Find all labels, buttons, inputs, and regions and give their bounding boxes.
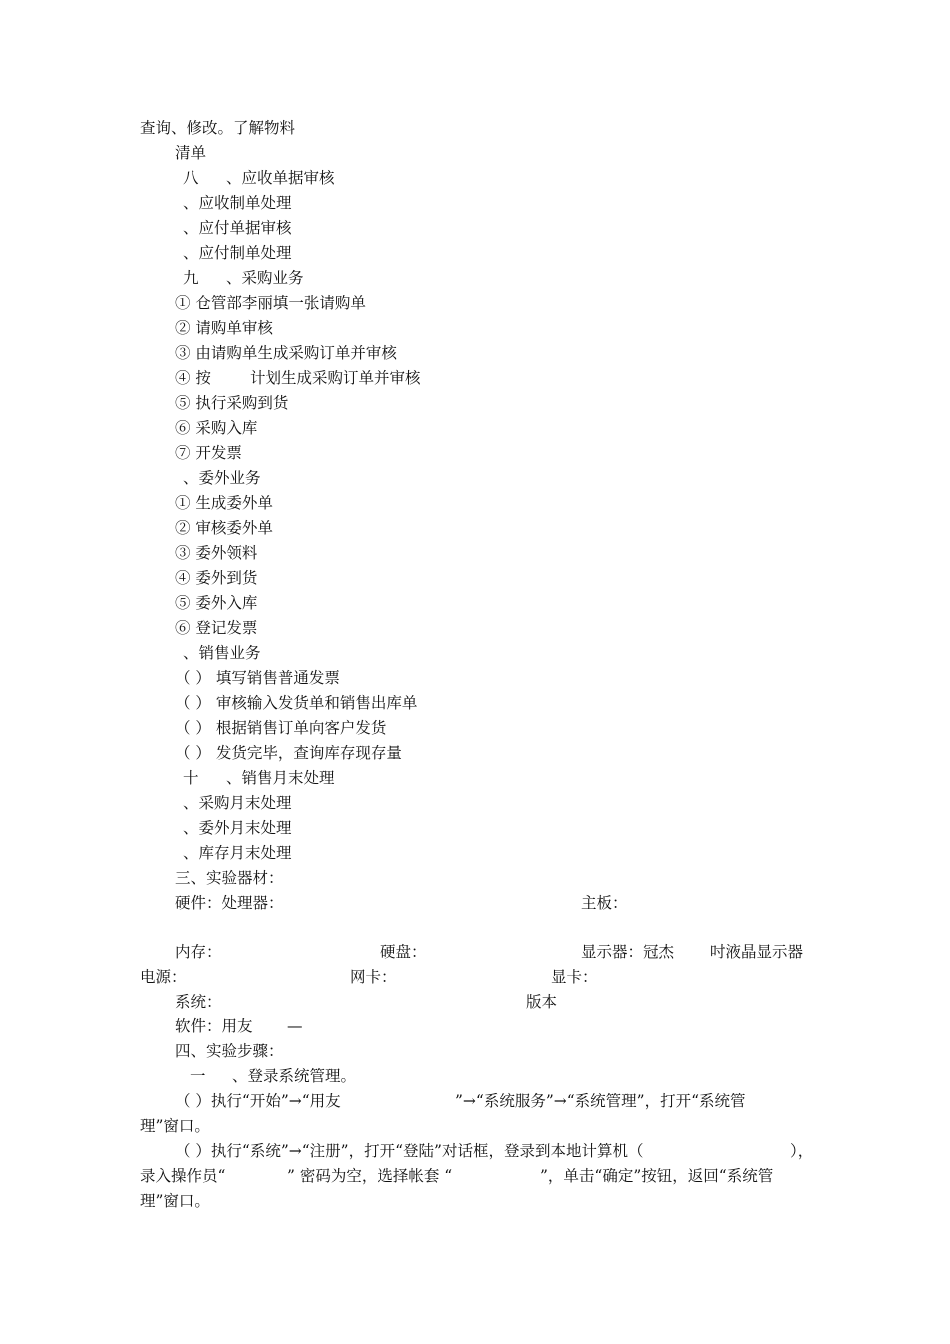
list-item: （ ） 审核输入发货单和销售出库单 [175, 694, 418, 712]
section-heading: 、销售月末处理 [226, 769, 335, 787]
text-line: 清单 [175, 144, 207, 162]
list-item: ④ 委外到货 [175, 569, 258, 587]
section-heading: 、销售业务 [183, 644, 261, 662]
field-label: 网卡： [350, 968, 397, 986]
text-line: 、应付单据审核 [183, 219, 292, 237]
section-number: 一 [190, 1067, 206, 1085]
text-line: 、应收制单处理 [183, 194, 292, 212]
text-line: 、委外月末处理 [183, 819, 292, 837]
field-label: 主板： [581, 894, 628, 912]
paragraph-line: （ ）执行“开始”→“用友 [175, 1092, 341, 1110]
section-heading: 四、实验步骤： [175, 1042, 284, 1060]
paragraph-line: 理”窗口。 [140, 1117, 210, 1135]
paragraph-line: （ ）执行“系统”→“注册”，打开“登陆”对话框，登录到本地计算机（ [175, 1142, 644, 1160]
list-item: （ ） 填写销售普通发票 [175, 669, 340, 687]
paragraph-line: ）， [790, 1142, 814, 1160]
list-item: ② 请购单审核 [175, 319, 273, 337]
section-heading: 、登录系统管理。 [232, 1067, 357, 1085]
list-item: ② 审核委外单 [175, 519, 273, 537]
field-value: 吋液晶显示器 [710, 943, 804, 961]
list-item: ⑤ 执行采购到货 [175, 394, 289, 412]
section-heading: 三、实验器材： [175, 869, 284, 887]
list-item: ⑤ 委外入库 [175, 594, 258, 612]
section-number: 八 [183, 169, 199, 187]
paragraph-line: 录入操作员“ [140, 1167, 226, 1185]
text-line: 、库存月末处理 [183, 844, 292, 862]
field-value: — [287, 1017, 303, 1035]
field-label: 系统： [175, 993, 222, 1011]
text-line: 、应付制单处理 [183, 244, 292, 262]
list-item: ⑥ 登记发票 [175, 619, 258, 637]
section-heading: 、应收单据审核 [226, 169, 335, 187]
text-line: 查询、修改。了解物料 [140, 119, 296, 137]
list-item: ③ 由请购单生成采购订单并审核 [175, 344, 397, 362]
list-item: ④ 按 [175, 369, 211, 387]
field-label: 电源： [140, 968, 187, 986]
list-item: ⑥ 采购入库 [175, 419, 258, 437]
paragraph-line: ”，单击“确定”按钮，返回“系统管 [540, 1167, 774, 1185]
field-label: 软件：用友 [175, 1017, 253, 1035]
list-item: ① 仓管部李丽填一张请购单 [175, 294, 366, 312]
paragraph-line: ”→“系统服务”→“系统管理”，打开“系统管 [455, 1092, 746, 1110]
list-item: ⑦ 开发票 [175, 444, 242, 462]
field-label: 硬盘： [380, 943, 427, 961]
field-label: 硬件：处理器： [175, 894, 284, 912]
section-number: 十 [183, 769, 199, 787]
section-heading: 、采购业务 [226, 269, 304, 287]
field-label: 显示器：冠杰 [581, 943, 675, 961]
list-item: ① 生成委外单 [175, 494, 273, 512]
field-label: 显卡： [551, 968, 598, 986]
field-label: 内存： [175, 943, 222, 961]
field-label: 版本 [526, 993, 558, 1011]
text-line: 、采购月末处理 [183, 794, 292, 812]
list-item-text: 计划生成采购订单并审核 [250, 369, 421, 387]
section-heading: 、委外业务 [183, 469, 261, 487]
section-number: 九 [183, 269, 199, 287]
list-item: ③ 委外领料 [175, 544, 258, 562]
paragraph-line: 理”窗口。 [140, 1192, 210, 1210]
list-item: （ ） 根据销售订单向客户发货 [175, 719, 387, 737]
paragraph-line: ” 密码为空，选择帐套 “ [287, 1167, 453, 1185]
list-item: （ ） 发货完毕，查询库存现存量 [175, 744, 402, 762]
